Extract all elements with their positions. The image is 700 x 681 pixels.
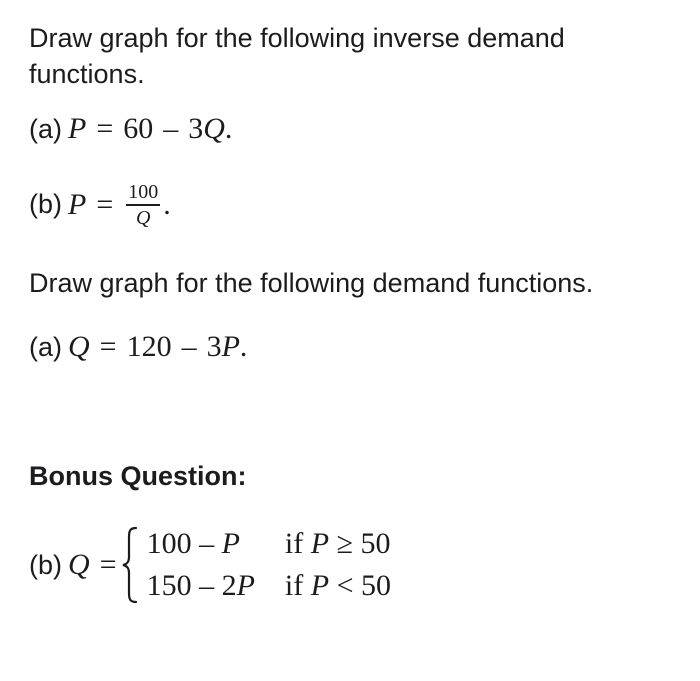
item-label: (b)	[29, 549, 62, 580]
math-var: P	[310, 569, 330, 602]
math-var: P	[221, 330, 240, 363]
piecewise-demand-b	[29, 523, 391, 607]
inverse-demand-a	[29, 112, 232, 146]
item-label: (a)	[29, 332, 62, 362]
math-var: P	[68, 187, 87, 221]
math-eq: =	[99, 548, 117, 581]
section1-heading: Draw graph for the following inverse demand functions.	[29, 23, 565, 89]
math-const: 100	[146, 527, 192, 560]
inverse-demand-b	[29, 182, 171, 228]
fraction	[126, 182, 160, 228]
math-coef: 3	[206, 330, 222, 363]
math-const: 50	[361, 569, 391, 602]
math-var: P	[68, 112, 87, 145]
math-var: P	[310, 527, 330, 560]
math-var: P	[221, 527, 240, 560]
math-coef: 3	[188, 112, 204, 145]
left-brace-icon	[121, 525, 141, 605]
math-var: Q	[68, 330, 90, 363]
math-op: ≥	[336, 527, 354, 560]
math-eq: =	[96, 112, 114, 145]
math-op: <	[336, 569, 354, 602]
math-const: 150	[146, 569, 192, 602]
math-const: 50	[360, 527, 391, 560]
section2-heading: Draw graph for the following demand functions.	[29, 268, 594, 298]
piecewise-cases	[147, 523, 391, 607]
math-minus: –	[199, 569, 215, 602]
math-const: 120	[126, 330, 172, 363]
math-const: 60	[123, 112, 154, 145]
math-coef: 2	[221, 569, 237, 602]
math-var: Q	[203, 112, 225, 145]
item-label: (b)	[29, 189, 62, 220]
math-minus: –	[199, 527, 215, 560]
math-eq: =	[96, 187, 114, 221]
math-period: .	[239, 330, 248, 363]
case-row	[147, 523, 391, 565]
condition-if: if	[284, 569, 304, 602]
math-var: Q	[68, 548, 90, 581]
math-period: .	[163, 187, 171, 221]
bonus-heading: Bonus Question:	[29, 461, 247, 491]
math-period: .	[224, 112, 233, 145]
fraction-bar	[126, 204, 160, 206]
condition-if: if	[284, 527, 304, 560]
case-row	[147, 565, 391, 607]
demand-a	[29, 330, 247, 364]
fraction-denominator: Q	[136, 206, 151, 229]
item-label: (a)	[29, 114, 62, 144]
math-eq: =	[99, 330, 117, 363]
math-minus: –	[181, 330, 197, 363]
math-var: P	[236, 569, 255, 602]
math-minus: –	[163, 112, 179, 145]
fraction-numerator: 100	[128, 181, 159, 203]
